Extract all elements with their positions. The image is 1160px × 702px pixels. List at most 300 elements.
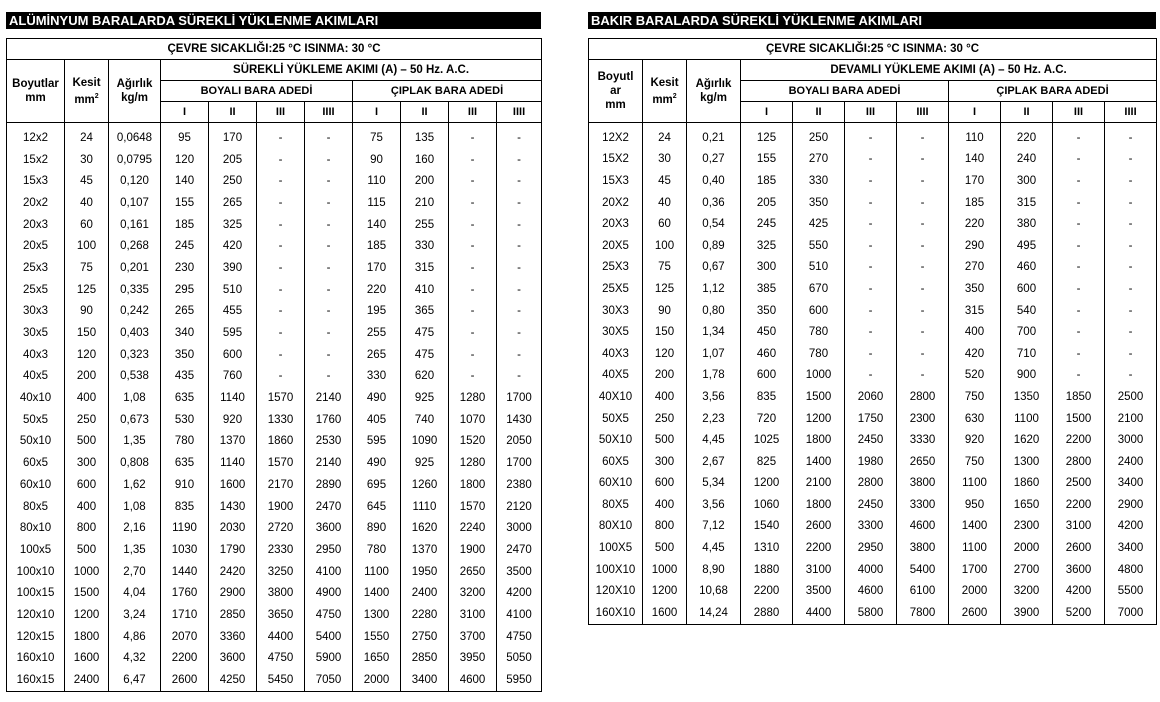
aluminum-panel (6, 12, 541, 692)
table-cell: - (449, 149, 497, 171)
table-cell: 315 (1001, 192, 1053, 214)
table-row (7, 170, 542, 192)
table-row (589, 321, 1157, 343)
count-header: II (401, 102, 449, 123)
table-cell: 835 (161, 496, 209, 518)
table-cell: - (845, 365, 897, 387)
table-cell: 600 (209, 344, 257, 366)
table-cell: 390 (209, 257, 257, 279)
table-cell: - (897, 365, 949, 387)
table-row (7, 431, 542, 453)
table-cell: 1100 (949, 473, 1001, 495)
aluminum-table (6, 38, 542, 692)
table-cell: - (1053, 278, 1105, 300)
table-cell: 6100 (897, 580, 949, 602)
table-cell: 710 (1001, 343, 1053, 365)
table-cell: 140 (353, 214, 401, 236)
table-cell: 1030 (161, 539, 209, 561)
table-cell: 2400 (1105, 451, 1157, 473)
table-cell: 1700 (497, 387, 542, 409)
table-cell: 1700 (497, 452, 542, 474)
table-cell: 620 (401, 366, 449, 388)
table-cell: 30X3 (589, 300, 643, 322)
table-cell: 0,268 (109, 235, 161, 257)
count-header: IIII (497, 102, 542, 123)
table-cell: - (449, 366, 497, 388)
table-cell: 2070 (161, 626, 209, 648)
table-cell: - (257, 192, 305, 214)
table-cell: 120 (161, 149, 209, 171)
current-group-header: SÜREKLİ YÜKLEME AKIMI (A) – 50 Hz. A.C. (161, 60, 542, 81)
table-cell: - (897, 149, 949, 171)
table-cell: 1550 (353, 626, 401, 648)
table-cell: 155 (161, 192, 209, 214)
table-cell: - (449, 279, 497, 301)
table-cell: 1760 (305, 409, 353, 431)
table-cell: 2500 (1053, 473, 1105, 495)
table-cell: 4,45 (687, 537, 741, 559)
table-cell: 325 (209, 214, 257, 236)
table-cell: 7,12 (687, 516, 741, 538)
table-cell: 120 (65, 344, 109, 366)
table-cell: - (845, 123, 897, 149)
table-cell: 420 (949, 343, 1001, 365)
table-cell: 0,0795 (109, 149, 161, 171)
table-cell: 780 (353, 539, 401, 561)
table-cell: 2700 (1001, 559, 1053, 581)
table-cell: 500 (65, 539, 109, 561)
table-row (7, 604, 542, 626)
table-cell: 1570 (257, 452, 305, 474)
table-cell: 0,67 (687, 257, 741, 279)
table-cell: 2050 (497, 431, 542, 453)
table-cell: - (897, 278, 949, 300)
table-cell: 30X5 (589, 321, 643, 343)
table-cell: 140 (161, 170, 209, 192)
table-cell: 2100 (1105, 408, 1157, 430)
table-cell: 2,70 (109, 561, 161, 583)
table-cell: - (257, 322, 305, 344)
table-cell: 125 (643, 278, 687, 300)
table-cell: 30 (65, 149, 109, 171)
table-cell: 5800 (845, 602, 897, 624)
table-cell: 200 (65, 366, 109, 388)
table-cell: 1600 (643, 602, 687, 624)
table-cell: 1140 (209, 387, 257, 409)
table-cell: 670 (793, 278, 845, 300)
table-cell: 90 (353, 149, 401, 171)
table-cell: 4800 (1105, 559, 1157, 581)
table-cell: 2530 (305, 431, 353, 453)
table-cell: - (1105, 213, 1157, 235)
aluminum-title: ALÜMİNYUM BARALARDA SÜREKLİ YÜKLENME AKIMLARI (6, 12, 541, 29)
table-cell: 385 (741, 278, 793, 300)
table-cell: - (845, 170, 897, 192)
table-cell: 40 (65, 192, 109, 214)
table-cell: 1280 (449, 452, 497, 474)
table-cell: - (305, 344, 353, 366)
table-cell: 0,403 (109, 322, 161, 344)
table-cell: - (1053, 170, 1105, 192)
table-cell: 0,89 (687, 235, 741, 257)
table-cell: 4750 (305, 604, 353, 626)
table-cell: 750 (949, 451, 1001, 473)
table-cell: - (497, 344, 542, 366)
table-cell: - (1053, 123, 1105, 149)
table-cell: 5900 (305, 648, 353, 670)
table-cell: 1440 (161, 561, 209, 583)
table-cell: 220 (949, 213, 1001, 235)
table-row (7, 322, 542, 344)
table-cell: 20X2 (589, 192, 643, 214)
table-cell: 380 (1001, 213, 1053, 235)
table-cell: 5,34 (687, 473, 741, 495)
table-cell: - (1053, 365, 1105, 387)
table-cell: 100 (65, 235, 109, 257)
table-cell: 1000 (643, 559, 687, 581)
table-cell: 400 (65, 496, 109, 518)
table-cell: 3600 (305, 517, 353, 539)
table-cell: 2890 (305, 474, 353, 496)
table-cell: 780 (793, 343, 845, 365)
table-cell: 3250 (257, 561, 305, 583)
table-cell: - (845, 321, 897, 343)
table-cell: 195 (353, 301, 401, 323)
table-cell: 40X3 (589, 343, 643, 365)
table-cell: 800 (65, 517, 109, 539)
table-cell: 1260 (401, 474, 449, 496)
table-cell: 1025 (741, 429, 793, 451)
table-cell: 1620 (1001, 429, 1053, 451)
table-cell: 1710 (161, 604, 209, 626)
table-cell: 4,32 (109, 648, 161, 670)
table-cell: 265 (161, 301, 209, 323)
table-cell: 1600 (65, 648, 109, 670)
table-row (7, 279, 542, 301)
table-cell: 205 (209, 149, 257, 171)
table-cell: - (305, 257, 353, 279)
count-header: IIII (305, 102, 353, 123)
table-cell: 1570 (257, 387, 305, 409)
table-cell: 1370 (401, 539, 449, 561)
table-cell: - (897, 123, 949, 149)
table-cell: 0,107 (109, 192, 161, 214)
table-row (7, 539, 542, 561)
table-cell: 20x2 (7, 192, 65, 214)
table-cell: 3,56 (687, 386, 741, 408)
table-cell: 1800 (793, 494, 845, 516)
table-cell: 925 (401, 387, 449, 409)
table-cell: 595 (209, 322, 257, 344)
table-cell: - (305, 366, 353, 388)
count-header: I (161, 102, 209, 123)
table-cell: - (1053, 192, 1105, 214)
table-cell: 950 (949, 494, 1001, 516)
table-cell: 4750 (497, 626, 542, 648)
table-cell: 75 (65, 257, 109, 279)
table-cell: 3800 (897, 473, 949, 495)
table-cell: 2170 (257, 474, 305, 496)
table-cell: 0,242 (109, 301, 161, 323)
table-cell: 300 (643, 451, 687, 473)
table-cell: 25x5 (7, 279, 65, 301)
table-row (589, 451, 1157, 473)
table-cell: - (305, 279, 353, 301)
table-cell: 920 (209, 409, 257, 431)
table-cell: 3600 (1053, 559, 1105, 581)
table-cell: 2950 (305, 539, 353, 561)
table-cell: 4400 (793, 602, 845, 624)
table-row (589, 365, 1157, 387)
table-cell: 3300 (845, 516, 897, 538)
table-cell: 7050 (305, 669, 353, 691)
table-cell: 4750 (257, 648, 305, 670)
table-cell: 1,78 (687, 365, 741, 387)
table-cell: 100x5 (7, 539, 65, 561)
table-cell: 1310 (741, 537, 793, 559)
table-cell: 2,23 (687, 408, 741, 430)
table-cell: - (305, 123, 353, 149)
table-cell: 330 (793, 170, 845, 192)
table-row (7, 409, 542, 431)
table-cell: 1540 (741, 516, 793, 538)
table-cell: 2200 (793, 537, 845, 559)
table-cell: 475 (401, 344, 449, 366)
table-cell: 0,54 (687, 213, 741, 235)
table-cell: 200 (643, 365, 687, 387)
table-cell: 7800 (897, 602, 949, 624)
table-cell: 290 (949, 235, 1001, 257)
table-cell: 0,120 (109, 170, 161, 192)
table-cell: 1200 (643, 580, 687, 602)
table-cell: 330 (401, 235, 449, 257)
table-cell: 135 (401, 123, 449, 149)
table-cell: 1500 (65, 582, 109, 604)
count-header: I (353, 102, 401, 123)
table-cell: 120x10 (7, 604, 65, 626)
table-cell: - (497, 257, 542, 279)
table-cell: 2380 (497, 474, 542, 496)
table-cell: 520 (949, 365, 1001, 387)
table-cell: 890 (353, 517, 401, 539)
table-cell: 8,90 (687, 559, 741, 581)
table-cell: 0,323 (109, 344, 161, 366)
table-cell: 2650 (897, 451, 949, 473)
table-cell: 530 (161, 409, 209, 431)
table-cell: 490 (353, 387, 401, 409)
table-cell: 0,161 (109, 214, 161, 236)
table-cell: 3800 (897, 537, 949, 559)
table-cell: 920 (949, 429, 1001, 451)
table-row (7, 149, 542, 171)
table-cell: 1900 (449, 539, 497, 561)
count-header: II (209, 102, 257, 123)
table-cell: - (497, 301, 542, 323)
table-cell: 40X5 (589, 365, 643, 387)
table-row (7, 582, 542, 604)
table-cell: 4200 (1105, 516, 1157, 538)
table-cell: - (845, 149, 897, 171)
table-cell: 635 (161, 387, 209, 409)
table-cell: 2470 (305, 496, 353, 518)
table-cell: 4600 (449, 669, 497, 691)
table-cell: 400 (643, 494, 687, 516)
table-cell: 1860 (1001, 473, 1053, 495)
table-row (7, 344, 542, 366)
table-cell: 2200 (161, 648, 209, 670)
table-cell: 2300 (897, 408, 949, 430)
table-cell: 185 (353, 235, 401, 257)
ambient-conditions: ÇEVRE SICAKLIĞI:25 °C ISINMA: 30 °C (7, 39, 542, 60)
table-cell: 0,27 (687, 149, 741, 171)
painted-header: BOYALI BARA ADEDİ (741, 81, 949, 102)
table-row (589, 300, 1157, 322)
table-cell: 510 (209, 279, 257, 301)
table-cell: 2120 (497, 496, 542, 518)
table-cell: 1200 (741, 473, 793, 495)
table-row (589, 257, 1157, 279)
table-cell: 645 (353, 496, 401, 518)
table-row (7, 452, 542, 474)
table-cell: 1760 (161, 582, 209, 604)
table-cell: - (1053, 257, 1105, 279)
table-cell: 160x15 (7, 669, 65, 691)
table-cell: 3400 (1105, 537, 1157, 559)
table-cell: 750 (949, 386, 1001, 408)
table-cell: 1280 (449, 387, 497, 409)
table-cell: - (257, 149, 305, 171)
table-row (7, 669, 542, 691)
table-cell: 80x5 (7, 496, 65, 518)
bare-header: ÇIPLAK BARA ADEDİ (949, 81, 1157, 102)
table-cell: 1330 (257, 409, 305, 431)
table-cell: 350 (793, 192, 845, 214)
table-cell: 170 (209, 123, 257, 149)
table-cell: 60 (65, 214, 109, 236)
table-cell: 5050 (497, 648, 542, 670)
table-row (7, 366, 542, 388)
table-cell: 2600 (949, 602, 1001, 624)
table-cell: 60X5 (589, 451, 643, 473)
table-cell: - (1105, 192, 1157, 214)
table-cell: - (897, 213, 949, 235)
table-cell: 3300 (897, 494, 949, 516)
table-cell: - (497, 322, 542, 344)
table-cell: 245 (161, 235, 209, 257)
table-cell: 45 (643, 170, 687, 192)
table-cell: 115 (353, 192, 401, 214)
table-cell: 4200 (497, 582, 542, 604)
table-cell: 1570 (449, 496, 497, 518)
table-row (589, 473, 1157, 495)
table-cell: 425 (793, 213, 845, 235)
table-cell: 5400 (897, 559, 949, 581)
table-cell: 110 (949, 123, 1001, 149)
table-cell: 600 (65, 474, 109, 496)
table-cell: - (497, 366, 542, 388)
table-cell: 20X5 (589, 235, 643, 257)
table-cell: - (257, 257, 305, 279)
table-row (7, 626, 542, 648)
table-cell: 3950 (449, 648, 497, 670)
table-cell: 265 (353, 344, 401, 366)
table-cell: 350 (161, 344, 209, 366)
table-cell: 450 (741, 321, 793, 343)
table-cell: 200 (401, 170, 449, 192)
table-cell: 30x5 (7, 322, 65, 344)
table-cell: 630 (949, 408, 1001, 430)
table-row (7, 517, 542, 539)
table-cell: 3900 (1001, 602, 1053, 624)
table-cell: 2030 (209, 517, 257, 539)
table-cell: 2200 (741, 580, 793, 602)
table-row (7, 496, 542, 518)
table-cell: 400 (643, 386, 687, 408)
table-cell: 3360 (209, 626, 257, 648)
table-cell: - (1105, 300, 1157, 322)
table-cell: 1,08 (109, 387, 161, 409)
table-cell: - (845, 300, 897, 322)
table-cell: 410 (401, 279, 449, 301)
table-cell: 3000 (497, 517, 542, 539)
table-cell: 350 (949, 278, 1001, 300)
table-row (7, 474, 542, 496)
table-row (589, 494, 1157, 516)
table-cell: 210 (401, 192, 449, 214)
table-cell: 20x5 (7, 235, 65, 257)
table-cell: - (845, 257, 897, 279)
table-cell: 30 (643, 149, 687, 171)
table-cell: - (449, 301, 497, 323)
table-row (589, 429, 1157, 451)
table-cell: - (1105, 170, 1157, 192)
table-cell: 3650 (257, 604, 305, 626)
table-cell: 4400 (257, 626, 305, 648)
table-cell: 80X5 (589, 494, 643, 516)
table-cell: 1370 (209, 431, 257, 453)
table-cell: 350 (741, 300, 793, 322)
table-cell: 2240 (449, 517, 497, 539)
table-cell: 315 (949, 300, 1001, 322)
table-cell: 15x2 (7, 149, 65, 171)
table-cell: - (845, 213, 897, 235)
table-cell: - (1105, 123, 1157, 149)
table-cell: 1190 (161, 517, 209, 539)
table-cell: 420 (209, 235, 257, 257)
table-cell: 120X10 (589, 580, 643, 602)
table-cell: 1110 (401, 496, 449, 518)
table-cell: 4100 (497, 604, 542, 626)
table-cell: 14,24 (687, 602, 741, 624)
table-cell: 1060 (741, 494, 793, 516)
table-row (589, 537, 1157, 559)
table-cell: 1000 (793, 365, 845, 387)
table-cell: 60x5 (7, 452, 65, 474)
table-cell: 2450 (845, 429, 897, 451)
table-cell: 2400 (401, 582, 449, 604)
table-cell: 185 (741, 170, 793, 192)
table-cell: - (305, 301, 353, 323)
table-cell: 30x3 (7, 301, 65, 323)
table-cell: 3500 (793, 580, 845, 602)
table-cell: 60 (643, 213, 687, 235)
table-cell: 255 (353, 322, 401, 344)
table-cell: 340 (161, 322, 209, 344)
table-cell: 6,47 (109, 669, 161, 691)
table-cell: 490 (353, 452, 401, 474)
table-cell: - (257, 123, 305, 149)
table-cell: 12X2 (589, 123, 643, 149)
